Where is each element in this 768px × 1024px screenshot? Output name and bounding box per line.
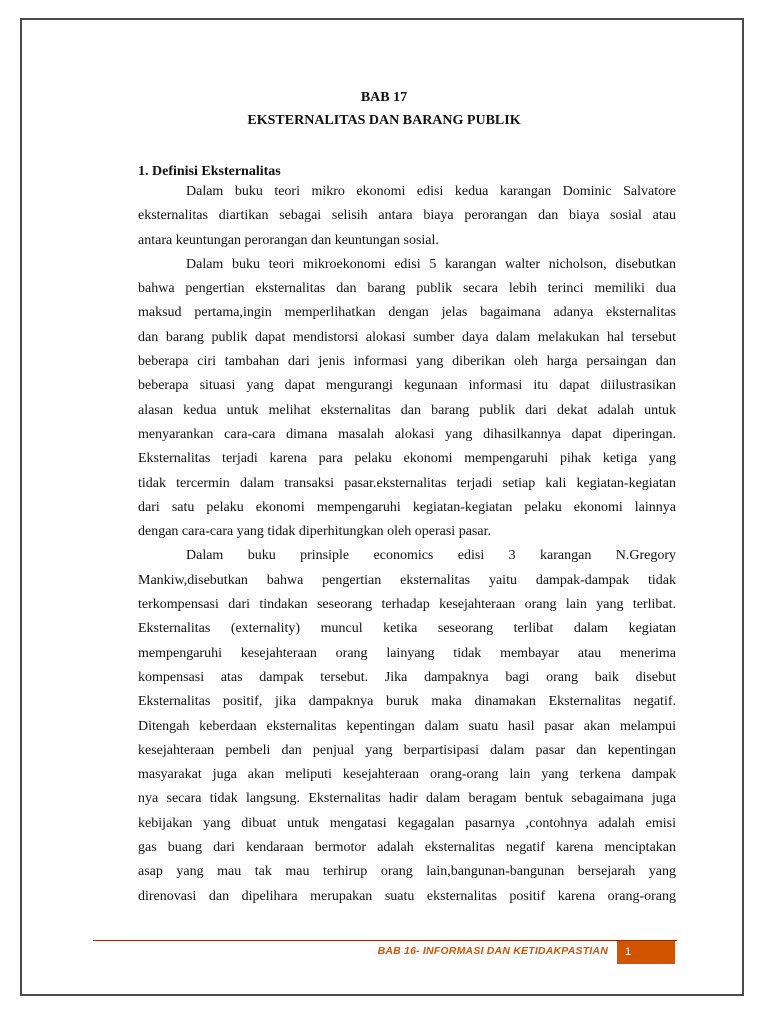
- text-line: masyarakat juga akan meliputi kesejahteraan orang-orang lain yang terkena dampak: [138, 767, 676, 783]
- body-text: [138, 180, 676, 909]
- text-line: tidak tercermin dalam transaksi pasar.eksternalitas terjadi setiap kali kegiatan-kegiatan: [138, 475, 676, 491]
- text-line: direnovasi dan dipelihara merupakan suatu eksternalitas positif karena orang-orang: [138, 888, 676, 904]
- text-line: bahwa pengertian eksternalitas dan barang publik secara lebih terinci memiliki dua: [138, 281, 676, 297]
- text-line: kebijakan yang dibuat untuk mengatasi kegagalan pasarnya ,contohnya adalah emisi: [138, 815, 676, 831]
- text-line: Dalam buku teori mikro ekonomi edisi kedua karangan Dominic Salvatore: [186, 184, 676, 199]
- page-number-badge: 1: [617, 941, 675, 964]
- text-line: Dalam buku prinsiple economics edisi 3 karangan N.Gregory: [186, 548, 676, 564]
- text-line: dengan cara-cara yang tidak diperhitungkan oleh operasi pasar.: [138, 524, 491, 540]
- text-line: gas buang dari kendaraan bermotor adalah eksternalitas negatif karena menciptakan: [138, 840, 676, 856]
- text-line: kompensasi atas dampak tersebut. Jika dampaknya bagi orang baik disebut: [138, 669, 676, 685]
- text-line: menyarankan cara-cara dimana masalah alokasi yang dihasilkannya dapat diperingan.: [138, 426, 676, 442]
- text-line: Ditengah keberdaan eksternalitas kepentingan dalam suatu hasil pasar akan melampui: [138, 718, 676, 734]
- text-line: Mankiw,disebutkan bahwa pengertian eksternalitas yaitu dampak-dampak tidak: [138, 572, 676, 588]
- text-line: mempengaruhi kesejahteraan orang lainyang tidak membayar atau menerima: [138, 645, 676, 661]
- chapter-title: EKSTERNALITAS DAN BARANG PUBLIK: [247, 113, 521, 128]
- footer-chapter-label: BAB 16- INFORMASI DAN KETIDAKPASTIAN: [377, 945, 608, 957]
- text-line: terkompensasi dari tindakan seseorang terhadap kesejahteraan orang lain yang terlibat.: [138, 597, 676, 613]
- text-line: Dalam buku teori mikroekonomi edisi 5 karangan walter nicholson, disebutkan: [186, 256, 676, 272]
- text-line: maksud pertama,ingin memperlihatkan dengan jelas bagaimana adanya eksternalitas: [138, 305, 676, 321]
- chapter-number: BAB 17: [360, 90, 408, 105]
- text-line: beberapa situasi yang dapat mengurangi kegunaan informasi itu dapat diilustrasikan: [138, 378, 676, 394]
- text-line: Eksternalitas terjadi karena para pelaku ekonomi mempengaruhi pihak ketiga yang: [138, 451, 676, 467]
- text-line: dan barang publik dapat mendistorsi alokasi sumber daya dalam melakukan hal tersebut: [138, 329, 676, 345]
- text-line: asap yang mau tak mau terhirup orang lain,bangunan-bangunan bersejarah yang: [138, 864, 676, 880]
- text-line: alasan kedua untuk melihat eksternalitas dan barang publik dari dekat adalah untuk: [138, 402, 676, 418]
- text-line: beberapa ciri tambahan dari jenis informasi yang diberikan oleh harga persaingan dan: [138, 354, 676, 370]
- section-heading: 1. Definisi Eksternalitas: [138, 164, 281, 179]
- text-line: dari satu pelaku ekonomi mempengaruhi kegiatan-kegiatan pelaku ekonomi lainnya: [138, 499, 676, 515]
- text-line: kesejahteraan pembeli dan penjual yang berpartisipasi dalam pasar dan kepentingan: [138, 742, 676, 758]
- text-line: Eksternalitas positif, jika dampaknya buruk maka dinamakan Eksternalitas negatif.: [138, 694, 676, 710]
- footer-rule: [93, 940, 677, 941]
- text-line: Eksternalitas (externality) muncul ketika seseorang terlibat dalam kegiatan: [138, 621, 676, 637]
- text-line: eksternalitas diartikan sebagai selisih antara biaya perorangan dan biaya sosial atau: [138, 208, 676, 224]
- text-line: antara keuntungan perorangan dan keuntungan sosial.: [138, 232, 439, 248]
- text-line: nya secara tidak langsung. Eksternalitas hadir dalam beragam bentuk sebagaimana juga: [138, 791, 676, 807]
